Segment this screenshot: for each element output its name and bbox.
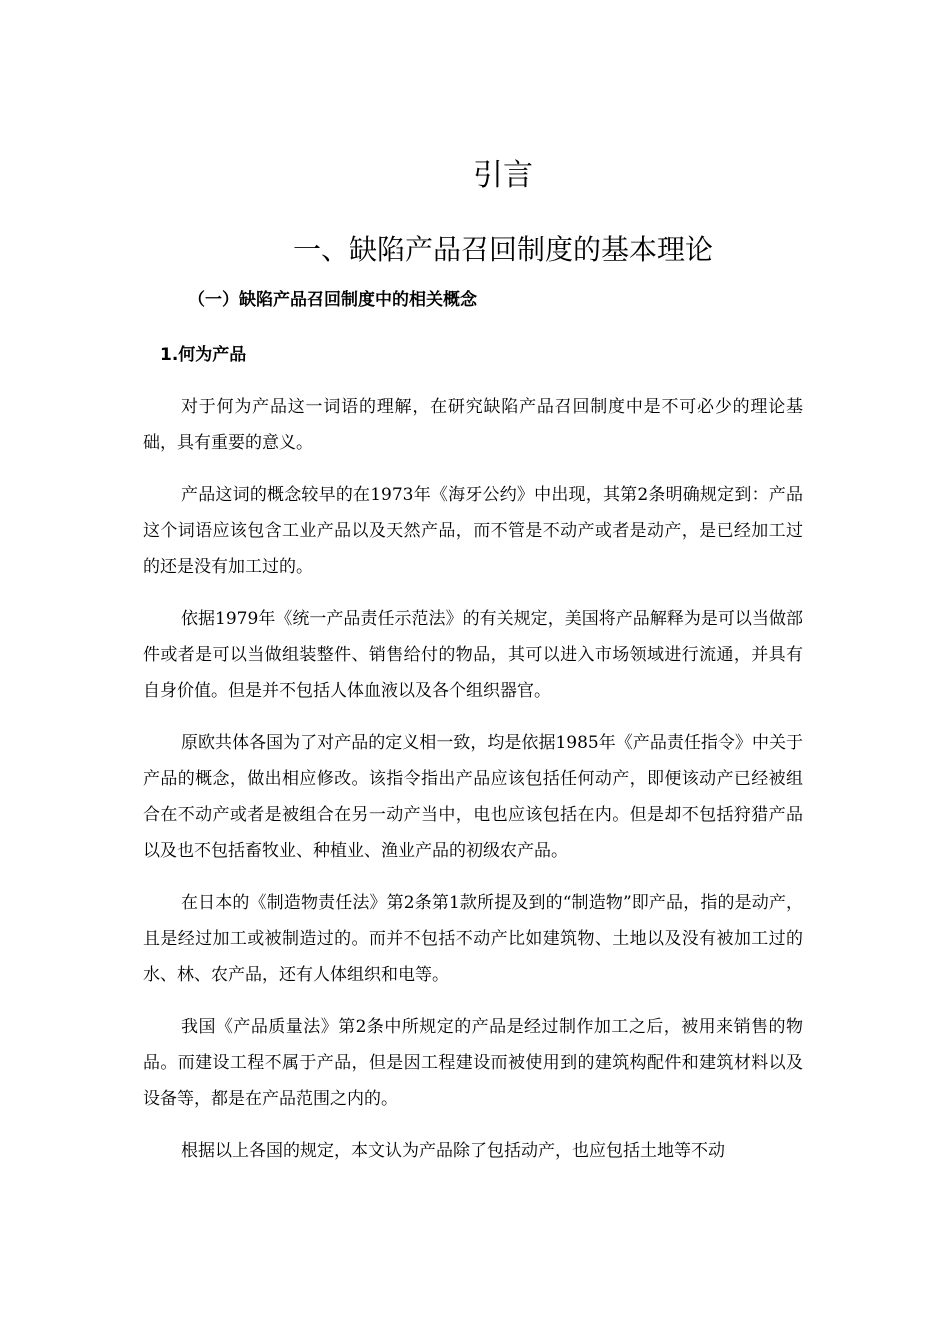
intro-title: 引言 [473, 158, 533, 193]
body-text [143, 389, 803, 1185]
section-title: （一）缺陷产品召回制度中的相关概念 [188, 290, 477, 310]
paragraph: 对于何为产品这一词语的理解，在研究缺陷产品召回制度中是不可必少的理论基础，具有重要的意义。 [143, 397, 803, 453]
paragraph: 根据以上各国的规定，本文认为产品除了包括动产，也应包括土地等不动 [181, 1141, 725, 1161]
paragraph: 产品这词的概念较早的在1973年《海牙公约》中出现，其第2条明确规定到：产品这个词语应该包含工业产品以及天然产品，而不管是不动产或者是动产，是已经加工过的还是没有加工过的。 [143, 485, 803, 577]
paragraph: 依据1979年《统一产品责任示范法》的有关规定，美国将产品解释为是可以当做部件或者是可以当做组装整件、销售给付的物品，其可以进入市场领域进行流通，并具有自身价值。但是并不包括人体血液以及各个组织器官。 [143, 609, 803, 701]
chapter-title: 一、缺陷产品召回制度的基本理论 [292, 233, 713, 266]
subsection-title: 1.何为产品 [160, 345, 247, 365]
paragraph: 我国《产品质量法》第2条中所规定的产品是经过制作加工之后，被用来销售的物品。而建设工程不属于产品，但是因工程建设而被使用到的建筑构配件和建筑材料以及设备等，都是在产品范围之内的。 [143, 1017, 803, 1109]
paragraph: 原欧共体各国为了对产品的定义相一致，均是依据1985年《产品责任指令》中关于产品的概念，做出相应修改。该指令指出产品应该包括任何动产，即便该动产已经被组合在不动产或者是被组合在另一动产当中，电也应该包括在内。但是却不包括狩猎产品以及也不包括畜牧业、种植业、渔业产品的初级农产品。 [143, 733, 803, 861]
paragraph: 在日本的《制造物责任法》第2条第1款所提及到的“制造物”即产品，指的是动产，且是经过加工或被制造过的。而并不包括不动产比如建筑物、土地以及没有被加工过的水、林、农产品，还有人体组织和电等。 [143, 893, 803, 985]
